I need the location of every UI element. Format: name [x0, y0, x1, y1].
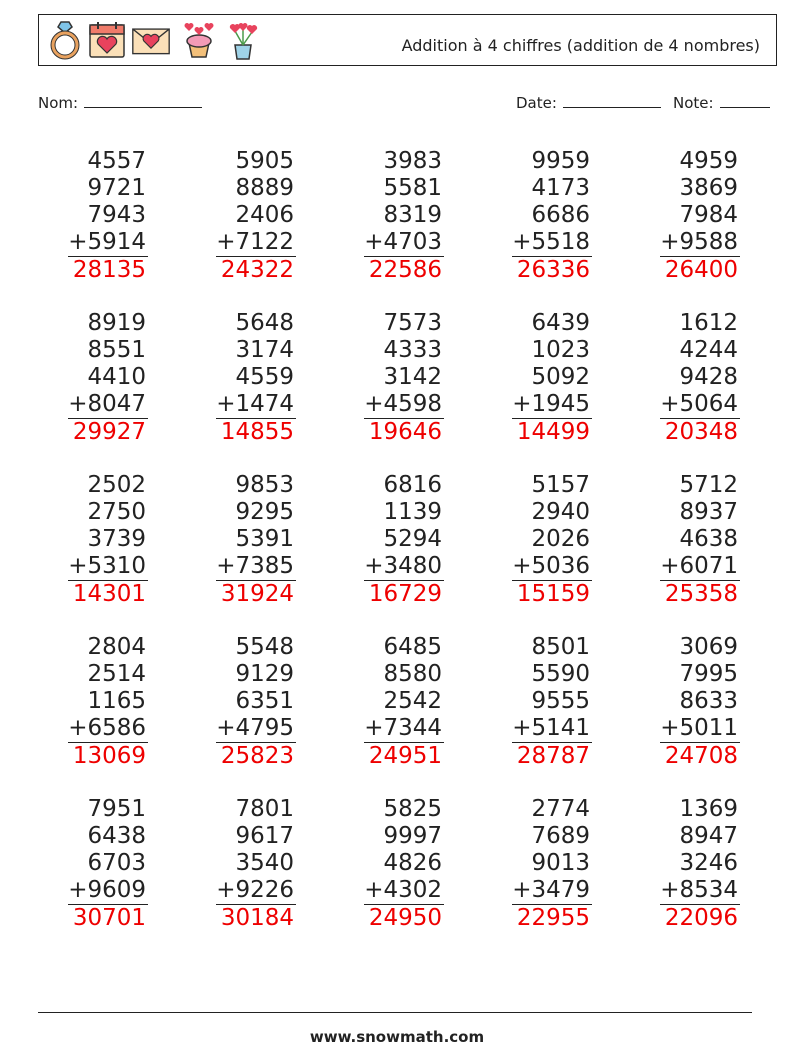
answer: 24322 — [220, 257, 294, 283]
addition-problem — [364, 472, 444, 608]
note-field — [673, 93, 770, 112]
answer: 22096 — [664, 905, 738, 931]
love-letter-icon — [131, 19, 171, 61]
ring-icon — [45, 19, 85, 61]
addend-1: 6485 — [383, 634, 442, 660]
addend-1: 5157 — [531, 472, 590, 498]
answer: 31924 — [220, 581, 294, 607]
addend-2: 4333 — [383, 337, 442, 363]
addend-4: +8047 — [68, 391, 146, 417]
answer: 29927 — [72, 419, 146, 445]
addition-problem — [660, 148, 740, 284]
addend-4: +6071 — [660, 553, 738, 579]
addend-1: 4557 — [87, 148, 146, 174]
addend-3: 8319 — [383, 202, 442, 228]
addend-2: 3869 — [679, 175, 738, 201]
addend-1: 5905 — [235, 148, 294, 174]
addend-4: +4302 — [364, 877, 442, 903]
addition-problem — [364, 148, 444, 284]
addend-3: 6686 — [531, 202, 590, 228]
addition-problem — [216, 148, 296, 284]
addition-problem — [364, 310, 444, 446]
addend-2: 1139 — [383, 499, 442, 525]
addend-2: 2940 — [531, 499, 590, 525]
addend-4: +6586 — [68, 715, 146, 741]
addition-problem — [660, 310, 740, 446]
addend-1: 6816 — [383, 472, 442, 498]
addend-1: 9853 — [235, 472, 294, 498]
date-line[interactable] — [563, 93, 661, 108]
addend-4: +3479 — [512, 877, 590, 903]
addend-2: 4244 — [679, 337, 738, 363]
addition-problem — [68, 634, 148, 770]
addend-4: +1474 — [216, 391, 294, 417]
addend-1: 5648 — [235, 310, 294, 336]
addition-problem — [512, 796, 592, 932]
addend-2: 8551 — [87, 337, 146, 363]
addend-3: 1165 — [87, 688, 146, 714]
answer: 24951 — [368, 743, 442, 769]
answer: 22955 — [516, 905, 590, 931]
answer: 26400 — [664, 257, 738, 283]
addend-1: 5712 — [679, 472, 738, 498]
answer: 24708 — [664, 743, 738, 769]
addend-3: 4410 — [87, 364, 146, 390]
addition-problem — [660, 634, 740, 770]
addend-4: +5141 — [512, 715, 590, 741]
addend-4: +5310 — [68, 553, 146, 579]
answer: 14499 — [516, 419, 590, 445]
addend-3: 3739 — [87, 526, 146, 552]
addend-4: +4703 — [364, 229, 442, 255]
addend-3: 9013 — [531, 850, 590, 876]
addend-1: 8501 — [531, 634, 590, 660]
answer: 14301 — [72, 581, 146, 607]
addend-1: 7951 — [87, 796, 146, 822]
addend-3: 8633 — [679, 688, 738, 714]
addend-2: 9721 — [87, 175, 146, 201]
answer: 13069 — [72, 743, 146, 769]
addend-2: 9997 — [383, 823, 442, 849]
addition-problem — [364, 634, 444, 770]
addend-3: 3540 — [235, 850, 294, 876]
addition-problem — [512, 148, 592, 284]
name-label: Nom: — [38, 94, 79, 112]
addend-3: 4826 — [383, 850, 442, 876]
addend-1: 2502 — [87, 472, 146, 498]
addend-2: 8889 — [235, 175, 294, 201]
addend-3: 5391 — [235, 526, 294, 552]
addend-2: 9617 — [235, 823, 294, 849]
addend-2: 5590 — [531, 661, 590, 687]
addition-problem — [660, 796, 740, 932]
addend-2: 9295 — [235, 499, 294, 525]
addend-3: 5092 — [531, 364, 590, 390]
addend-4: +9609 — [68, 877, 146, 903]
addend-1: 7573 — [383, 310, 442, 336]
addition-problem — [512, 634, 592, 770]
addend-1: 5825 — [383, 796, 442, 822]
addend-3: 2406 — [235, 202, 294, 228]
addition-problem — [216, 796, 296, 932]
addend-3: 3246 — [679, 850, 738, 876]
addend-1: 5548 — [235, 634, 294, 660]
addend-2: 1023 — [531, 337, 590, 363]
addend-4: +5518 — [512, 229, 590, 255]
date-label: Date: — [516, 94, 557, 112]
addition-problem — [216, 310, 296, 446]
date-field — [516, 93, 661, 112]
addend-3: 4638 — [679, 526, 738, 552]
addend-4: +5914 — [68, 229, 146, 255]
name-line[interactable] — [84, 93, 202, 108]
answer: 19646 — [368, 419, 442, 445]
addend-4: +3480 — [364, 553, 442, 579]
page-title: Addition à 4 chiffres (addition de 4 nombres) — [401, 36, 760, 55]
addend-1: 2804 — [87, 634, 146, 660]
calendar-heart-icon — [87, 19, 127, 61]
addend-2: 7689 — [531, 823, 590, 849]
addend-3: 3142 — [383, 364, 442, 390]
addend-3: 4559 — [235, 364, 294, 390]
addition-problem — [216, 472, 296, 608]
addend-4: +1945 — [512, 391, 590, 417]
addend-4: +4598 — [364, 391, 442, 417]
addend-4: +7122 — [216, 229, 294, 255]
addend-3: 6703 — [87, 850, 146, 876]
addend-2: 3174 — [235, 337, 294, 363]
name-field — [38, 93, 202, 112]
addend-4: +5036 — [512, 553, 590, 579]
answer: 22586 — [368, 257, 442, 283]
note-line[interactable] — [720, 93, 770, 108]
header-box — [38, 14, 777, 66]
answer: 25358 — [664, 581, 738, 607]
answer: 16729 — [368, 581, 442, 607]
addition-problem — [68, 310, 148, 446]
addend-1: 3069 — [679, 634, 738, 660]
addition-problem — [660, 472, 740, 608]
addend-4: +4795 — [216, 715, 294, 741]
addend-1: 2774 — [531, 796, 590, 822]
addend-4: +7385 — [216, 553, 294, 579]
addend-4: +5011 — [660, 715, 738, 741]
addend-4: +7344 — [364, 715, 442, 741]
addition-problem — [364, 796, 444, 932]
addition-problem — [68, 796, 148, 932]
cupcake-icon — [179, 19, 219, 61]
addend-4: +5064 — [660, 391, 738, 417]
addend-1: 9959 — [531, 148, 590, 174]
addition-problem — [512, 310, 592, 446]
note-label: Note: — [673, 94, 714, 112]
addition-problem — [216, 634, 296, 770]
answer: 28135 — [72, 257, 146, 283]
addend-4: +9588 — [660, 229, 738, 255]
answer: 30184 — [220, 905, 294, 931]
addition-problem — [512, 472, 592, 608]
addend-3: 9428 — [679, 364, 738, 390]
addend-2: 2514 — [87, 661, 146, 687]
addend-2: 6438 — [87, 823, 146, 849]
addend-3: 2542 — [383, 688, 442, 714]
answer: 24950 — [368, 905, 442, 931]
addend-2: 8580 — [383, 661, 442, 687]
answer: 14855 — [220, 419, 294, 445]
addend-2: 4173 — [531, 175, 590, 201]
answer: 30701 — [72, 905, 146, 931]
answer: 28787 — [516, 743, 590, 769]
addend-1: 3983 — [383, 148, 442, 174]
addend-1: 7801 — [235, 796, 294, 822]
addend-3: 6351 — [235, 688, 294, 714]
answer: 20348 — [664, 419, 738, 445]
addend-4: +8534 — [660, 877, 738, 903]
addition-problem — [68, 472, 148, 608]
answer: 25823 — [220, 743, 294, 769]
addend-3: 5294 — [383, 526, 442, 552]
addend-1: 1369 — [679, 796, 738, 822]
addend-2: 2750 — [87, 499, 146, 525]
addend-2: 5581 — [383, 175, 442, 201]
addend-1: 8919 — [87, 310, 146, 336]
addend-4: +9226 — [216, 877, 294, 903]
addend-2: 9129 — [235, 661, 294, 687]
addend-1: 1612 — [679, 310, 738, 336]
addend-2: 8947 — [679, 823, 738, 849]
addend-3: 2026 — [531, 526, 590, 552]
heart-flowers-pot-icon — [223, 19, 263, 61]
addition-problem — [68, 148, 148, 284]
addend-3: 7984 — [679, 202, 738, 228]
addend-2: 7995 — [679, 661, 738, 687]
addend-1: 6439 — [531, 310, 590, 336]
addend-3: 7943 — [87, 202, 146, 228]
footer-divider — [38, 1012, 752, 1013]
answer: 26336 — [516, 257, 590, 283]
addend-1: 4959 — [679, 148, 738, 174]
answer: 15159 — [516, 581, 590, 607]
addend-3: 9555 — [531, 688, 590, 714]
addend-2: 8937 — [679, 499, 738, 525]
footer-site: www.snowmath.com — [309, 1028, 485, 1046]
